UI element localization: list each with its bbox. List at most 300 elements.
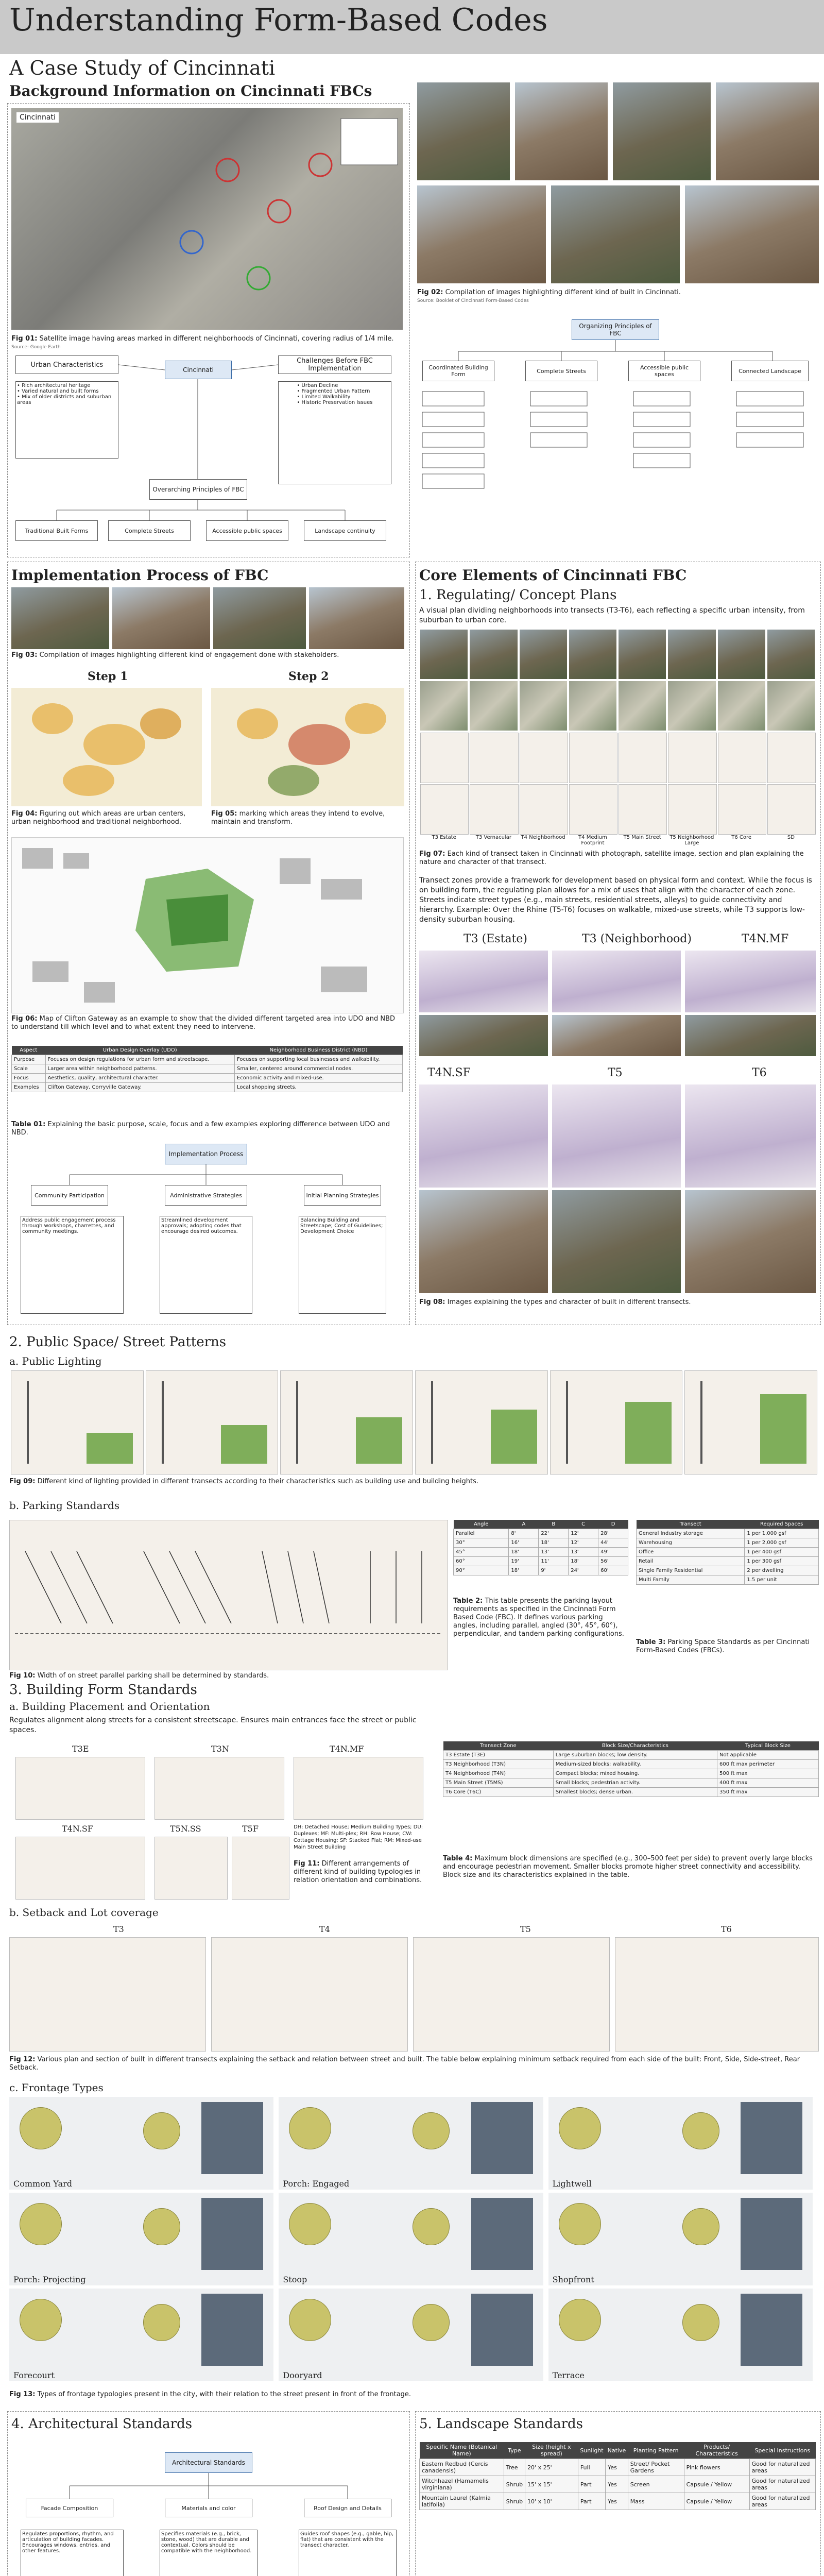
table-cell: Small blocks; pedestrian activity. [553,1778,717,1788]
arch-connectors [7,2473,409,2504]
chart-right-notes: • Urban Decline • Fragmented Urban Pattern • Limited Walkability • Historic Preservation Issues [278,381,391,484]
frontage-label: Porch: Projecting [13,2275,86,2284]
lbl-t5f: T5F [242,1824,259,1834]
table-cell: 24' [569,1566,598,1575]
table-cell: Retail [637,1557,745,1566]
light-pole [700,1381,702,1464]
table-cell: 30° [454,1538,509,1548]
parking-lines [10,1520,448,1670]
table-header: Type [504,2442,525,2459]
map-overlay [11,108,403,330]
table-header: Typical Block Size [717,1741,818,1751]
table-row [12,1074,403,1083]
table-row [454,1557,628,1566]
photo-6 [551,185,680,283]
engage-1 [11,587,109,649]
transect-cell [718,681,765,731]
arch-c1: Facade Composition [26,2499,113,2517]
frontage-cell [279,2193,543,2285]
transect-cell [668,630,715,679]
table-cell: 9' [539,1566,569,1575]
table-cell: 1 per 300 gsf [745,1557,819,1566]
table-cell: Parallel [454,1529,509,1538]
transect-label: T3 Estate [432,835,456,840]
building-block [87,1433,133,1464]
public-heading: 2. Public Space/ Street Patterns [9,1334,227,1350]
sb-t4: T4 [319,1924,330,1934]
tree-icon [143,2208,180,2245]
frontage-cell [279,2289,543,2381]
lbl-t4nsf: T4N.SF [62,1824,93,1834]
table-cell: Larger area within neighborhood patterns. [45,1064,234,1074]
parking-table [453,1520,628,1575]
t3n-label: T3 (Neighborhood) [582,933,692,945]
lighting-panel [415,1370,548,1475]
table-cell: Smaller, centered around commercial nodes. [234,1064,402,1074]
land-heading: 5. Landscape Standards [419,2416,583,2432]
table-header: Sunlight [578,2442,605,2459]
transect-cell [520,784,568,835]
table-header: Native [606,2442,628,2459]
tree-icon [682,2304,719,2341]
transect-cell [420,681,468,731]
transect-cell [668,681,715,731]
table-cell: Large suburban blocks; low density. [553,1751,717,1760]
t4nsf-photo [419,1190,548,1293]
build-a: a. Building Placement and Orientation [9,1700,210,1713]
transect-cell [668,784,716,835]
photo-3 [613,82,711,180]
table-header: Planting Pattern [628,2442,684,2459]
frontage-cell [548,2097,813,2190]
table-cell: 13' [539,1548,569,1557]
tree-icon [289,2299,331,2341]
fig1-caption: Fig 01: Satellite image having areas marked in different neighborhoods of Cincinnati, covering radius of 1/4 mile. Source: Google Earth [11,335,394,350]
photo-5 [417,185,546,283]
table1 [11,1046,403,1092]
building-block [760,1394,806,1464]
frontage-grid [9,2097,818,2385]
table-header: Required Spaces [745,1520,819,1529]
frontage-cell [548,2193,813,2285]
transect-cell [718,784,766,835]
t3e-photo [419,1015,548,1056]
bg-heading: Background Information on Cincinnati FBCs [9,82,372,99]
fig12-caption: Fig 12: Various plan and section of built in different transects explaining the setback and relation between street and built. The table below explaining minimum setback required from each side of the built: Front, Side, Side-street, Rear Setback. [9,2056,800,2072]
table-header: Block Size/Characteristics [553,1741,717,1751]
setback-t5 [413,1937,610,2052]
table-cell: 8' [509,1529,539,1538]
t3n-photo [552,1015,681,1056]
table-cell: T5 Main Street (T5MS) [443,1778,554,1788]
table-cell: Economic activity and mixed-use. [234,1074,402,1083]
satellite-map [11,108,403,330]
frontage-cell [9,2289,273,2381]
table-header: D [598,1520,628,1529]
table-cell: Compact blocks; mixed housing. [553,1769,717,1778]
transect-cell [470,784,518,835]
table-cell: 18' [509,1566,539,1575]
lighting-row [9,1370,818,1473]
table-cell: Yes [606,2459,628,2476]
chart-left: Urban Characteristics [15,355,118,374]
arch-c2: Materials and color [165,2499,252,2517]
table-row [637,1529,819,1538]
setback-t6 [615,1937,819,2052]
table-cell: Shrub [504,2476,525,2493]
chart-bottom: Overarching Principles of FBC [149,479,247,500]
table-header: Size (height x spread) [525,2442,578,2459]
arch-root: Architectural Standards [165,2452,252,2473]
fig11-caption: Fig 11: Different arrangements of different kind of building typologies in relation orientation and combinations. [294,1860,422,1884]
table-cell: Aesthetics, quality, architectural character. [45,1074,234,1083]
core-para: Transect zones provide a framework for development based on physical form and context. While the focus is on building form, the regulating plan allows for a mix of uses that align with the character of each zone. Streets indicate street types (e.g., main streets, residential streets, alleys) to guide connectivity and hierarchy. Example: Over the Rhine (T5-T6) focuses on walkable, mixed-use streets, while T3 supports low-density suburban housing. [419,876,812,924]
transect-cell [520,733,568,783]
building-wall [471,2294,533,2366]
tree-n4: Connected Landscape [731,361,809,381]
step1-map [11,688,202,806]
table-cell: Good for naturalized areas [749,2476,815,2493]
transect-cell [520,681,567,731]
table-cell: 400 ft max [717,1778,818,1788]
tree-icon [682,2208,719,2245]
building-wall [471,2198,533,2270]
chart-leaf-2: Complete Streets [108,520,191,541]
table-header: Specific Name (Botanical Name) [420,2442,504,2459]
ptable-header-row [454,1520,628,1529]
t5ss-plan [154,1837,228,1900]
tree-icon [682,2112,719,2149]
chart-leaf-4: Landscape continuity [304,520,386,541]
table-cell: 12' [569,1529,598,1538]
t4nsf-mass [419,1084,548,1188]
transect-label: T4 Medium Footprint [578,835,607,846]
table-cell: 500 ft max [717,1769,818,1778]
table-row [443,1778,819,1788]
tree-icon [20,2107,62,2149]
table-cell: Focuses on design regulations for urban form and streetscape. [45,1055,234,1064]
table-row [637,1538,819,1548]
transect-cell [420,733,469,783]
table-cell: General Industry storage [637,1529,745,1538]
tree-connectors [417,340,819,526]
building-block [356,1417,402,1464]
flow-a: Community Participation [31,1185,108,1206]
building-block [221,1425,267,1464]
table-row [420,2459,816,2476]
table-cell: 350 ft max [717,1788,818,1797]
setback-t4 [211,1937,408,2052]
t3n-plan [154,1757,284,1820]
lighting-panel [550,1370,683,1475]
flow-b: Administrative Strategies [165,1185,247,1206]
building-wall [201,2198,263,2270]
tree-n2: Complete Streets [525,361,597,381]
t5-photo [552,1190,681,1293]
flow-a-notes: Address public engagement process through workshops, charrettes, and community meetings. [21,1216,124,1314]
tree-icon [413,2112,450,2149]
building-wall [201,2294,263,2366]
transect-cell [619,630,666,679]
table-cell: Part [578,2493,605,2510]
table-row [443,1769,819,1778]
table-header: Transect Zone [443,1741,554,1751]
t6-photo [685,1190,816,1293]
table-cell: Good for naturalized areas [749,2459,815,2476]
arch-l1: Regulates proportions, rhythm, and articulation of building facades. Encourages windows, entries, and other features. [21,2530,124,2576]
tree-n1: Coordinated Building Form [422,361,494,381]
lbl-t3e: T3E [72,1744,89,1754]
table-cell: 16' [509,1538,539,1548]
table-row [12,1083,403,1092]
table-cell: Smallest blocks; dense urban. [553,1788,717,1797]
ltable-header-row [420,2442,816,2459]
table-row [637,1557,819,1566]
impl-heading: Implementation Process of FBC [11,567,269,584]
lbl-t4nmf: T4N.MF [330,1744,364,1754]
fig6-caption: Fig 06: Map of Clifton Gateway as an example to show that the divided different targeted area into UDO and NBD to understand till which level and to what extent they need to intervene. [11,1015,396,1031]
table-cell: Not applicable [717,1751,818,1760]
table4-caption: Table 4: Maximum block dimensions are specified (e.g., 300–500 feet per side) to prevent overly large blocks and encourage pedestrian movement. Smaller blocks promote higher street connectivity and accessibility. Block size and its characteristics explained in the table. [443,1855,813,1879]
table-row [454,1538,628,1548]
t5-mass [552,1084,681,1188]
table-cell: 60° [454,1557,509,1566]
photo-4 [716,82,819,180]
table-cell: Mass [628,2493,684,2510]
table-row [637,1548,819,1557]
btable-header-row [443,1741,819,1751]
table-cell: Focus [12,1074,46,1083]
transect-cell [767,733,816,783]
table-row [454,1548,628,1557]
tree-icon [289,2107,331,2149]
table-row [12,1064,403,1074]
table-cell: Warehousing [637,1538,745,1548]
core-sub1: 1. Regulating/ Concept Plans [419,587,617,603]
tree-n3: Accessible public spaces [628,361,700,381]
table1-header-row [12,1046,403,1055]
t4nmf-mass [685,951,816,1012]
table-cell: 28' [598,1529,628,1538]
fig2-caption: Fig 02: Compilation of images highlighting different kind of built in Cincinnati. Source: Booklet of Cincinnati Form-Based Codes [417,289,681,303]
arch-heading: 4. Architectural Standards [11,2416,193,2432]
t4nsf-plan [15,1837,145,1900]
building-wall [741,2294,802,2366]
t4nmf-label: T4N.MF [742,933,789,945]
transect-label: T5 Main Street [623,835,661,840]
transect-cell [470,733,518,783]
arch-c3: Roof Design and Details [304,2499,391,2517]
sb-t6: T6 [721,1924,732,1934]
t4nsf-label: T4N.SF [427,1066,471,1079]
chart-connectors [7,355,409,551]
rtable-header-row [637,1520,819,1529]
table-cell: Office [637,1548,745,1557]
table-cell: Tree [504,2459,525,2476]
table-cell: 11' [539,1557,569,1566]
setback-t3 [9,1937,206,2052]
transect-cell [420,630,468,679]
building-wall [741,2198,802,2270]
flow-root: Implementation Process [165,1144,247,1164]
transect-cell [569,630,616,679]
block-table [443,1741,819,1797]
table1-header: Urban Design Overlay (UDO) [45,1046,234,1055]
fig4-caption: Fig 04: Figuring out which areas are urban centers, urban neighborhood and traditional neighborhood. [11,810,186,826]
step2-map [211,688,404,806]
frontage-label: Terrace [552,2370,585,2380]
table-row [443,1788,819,1797]
transect-cell [718,733,766,783]
table-cell: Purpose [12,1055,46,1064]
title-bar [0,0,824,54]
transect-grid [419,629,816,835]
table-cell: 2 per dwelling [745,1566,819,1575]
table-cell: Yes [606,2476,628,2493]
flow-b-notes: Streamlined development approvals; adopting codes that encourage desired outcomes. [160,1216,252,1314]
table-cell: T3 Neighborhood (T3N) [443,1760,554,1769]
building-wall [471,2102,533,2174]
photo-7 [685,185,819,283]
table-cell: 10' x 10' [525,2493,578,2510]
table-cell: 44' [598,1538,628,1548]
transect-label: T3 Vernacular [475,835,511,840]
table-cell: Street/ Pocket Gardens [628,2459,684,2476]
light-pole [27,1381,29,1464]
public-b: b. Parking Standards [9,1499,120,1512]
table-cell: Single Family Residential [637,1566,745,1575]
table-cell: 1 per 2,000 gsf [745,1538,819,1548]
table-cell: T4 Neighborhood (T4N) [443,1769,554,1778]
transect-label: SD [787,835,795,840]
transect-cell [520,630,567,679]
table-cell: Medium-sized blocks; walkability. [553,1760,717,1769]
table-cell: Screen [628,2476,684,2493]
table-cell: 56' [598,1557,628,1566]
transect-cell [619,784,667,835]
transect-cell [569,681,616,731]
transect-cell [718,630,765,679]
step2-blobs [211,688,404,806]
table-cell: Mountain Laurel (Kalmia latifolia) [420,2493,504,2510]
transect-labels [419,835,816,847]
flow-c: Initial Planning Strategies [304,1185,381,1206]
table-header: Special Instructions [749,2442,815,2459]
table-cell: 1 per 1,000 gsf [745,1529,819,1538]
table-header: A [509,1520,539,1529]
flow-c-notes: Balancing Building and Streetscape; Cost of Guidelines; Development Choice [299,1216,386,1314]
table-cell: Capsule / Yellow [684,2493,749,2510]
fig10-caption: Fig 10: Width of on street parallel parking shall be determined by standards. [9,1672,269,1680]
table-cell: Shrub [504,2493,525,2510]
table-cell: 22' [539,1529,569,1538]
table-row [443,1760,819,1769]
landscape-table [419,2442,816,2510]
transect-cell [619,681,666,731]
lighting-panel [146,1370,279,1475]
fig5-caption: Fig 05: marking which areas they intend to evolve, maintain and transform. [211,810,385,826]
building-wall [741,2102,802,2174]
t4nmf-plan [294,1757,423,1820]
table-cell: 18' [569,1557,598,1566]
photo-2 [515,82,608,180]
tree-icon [289,2203,331,2245]
frontage-cell [279,2097,543,2190]
tree-icon [559,2203,601,2245]
chart-leaf-3: Accessible public spaces [206,520,288,541]
transect-cell [767,784,816,835]
table-cell: T3 Estate (T3E) [443,1751,554,1760]
table-cell: Part [578,2476,605,2493]
table-cell: Full [578,2459,605,2476]
light-pole [566,1381,568,1464]
clifton-map [11,837,404,1013]
t3e-label: T3 (Estate) [464,933,527,945]
table3-caption: Table 3: Parking Space Standards as per Cincinnati Form-Based Codes (FBCs). [636,1638,810,1654]
table-row [12,1055,403,1064]
lighting-panel [11,1370,144,1475]
lbl-t5ss: T5N.SS [170,1824,201,1834]
table-cell: Clifton Gateway, Corryville Gateway. [45,1083,234,1092]
tree-icon [20,2299,62,2341]
build-b: b. Setback and Lot coverage [9,1906,159,1919]
table-row [443,1751,819,1760]
lighting-panel [280,1370,413,1475]
table-cell: 45° [454,1548,509,1557]
map-label: Cincinnati [16,112,59,123]
table1-header: Neighborhood Business District (NBD) [234,1046,402,1055]
table-cell: Good for naturalized areas [749,2493,815,2510]
table1-header: Aspect [12,1046,46,1055]
transect-cell [470,681,517,731]
transect-cell [569,784,617,835]
frontage-label: Common Yard [13,2179,72,2189]
table-row [420,2493,816,2510]
frontage-label: Dooryard [283,2370,322,2380]
table-cell: Pink flowers [684,2459,749,2476]
table-cell: Focuses on supporting local businesses and walkability. [234,1055,402,1064]
transect-label: T5 Neighborhood Large [670,835,714,846]
t6-mass [685,1084,816,1188]
flow-connectors [7,1164,409,1216]
frontage-label: Porch: Engaged [283,2179,350,2189]
t3e-mass [419,951,548,1012]
types-text: DH: Detached House; Medium Building Types; DU: Duplexes; MF: Multi-plex; RH: Row House; CW: Cottage Housing; SF: Stacked Flat; RM: Mixed-use Main Street Building [294,1824,423,1850]
sb-t5: T5 [520,1924,531,1934]
public-a: a. Public Lighting [9,1355,102,1367]
table-cell: Examples [12,1083,46,1092]
t5-label: T5 [608,1066,623,1079]
transect-label: T6 Core [731,835,752,840]
t6-label: T6 [752,1066,767,1079]
table-cell: 13' [569,1548,598,1557]
table-header: B [539,1520,569,1529]
fig8-caption: Fig 08: Images explaining the types and character of built in different transects. [419,1298,691,1306]
table-row [420,2476,816,2493]
table-cell: 600 ft max perimeter [717,1760,818,1769]
tree-icon [559,2107,601,2149]
table-cell: 18' [509,1548,539,1557]
build-intro: Regulates alignment along streets for a consistent streetscape. Ensures main entrances face the street or public spaces. [9,1716,417,1734]
transect-label: T4 Neighborhood [521,835,565,840]
table-cell: Multi Family [637,1575,745,1585]
table-row [637,1575,819,1585]
fig3-caption: Fig 03: Compilation of images highlighting different kind of engagement done with stakeholders. [11,651,339,659]
table-cell: T6 Core (T6C) [443,1788,554,1797]
tree-icon [20,2203,62,2245]
transect-cell [668,733,716,783]
tree-icon [143,2112,180,2149]
